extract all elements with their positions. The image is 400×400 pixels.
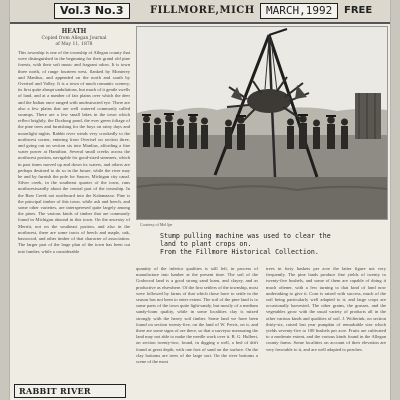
place-name: FILLMORE,MICH	[150, 5, 255, 16]
newspaper-page	[10, 0, 390, 400]
section-header-label: RABBIT RIVER	[19, 386, 91, 396]
stump-puller-photo	[136, 26, 388, 220]
issue-date: MARCH,1992	[260, 3, 338, 19]
volume-box: Vol.3 No.3	[54, 3, 130, 19]
article-source: Copied from Allegan Journal of May 11, 1878	[41, 36, 107, 47]
article-column-3	[266, 266, 386, 400]
article-text-column-3: trees in forty baskets per acre the latter figure not very frequently. The pine lands produce fine yields of twenty to twenty-five bushels, and some of them are capable of doing it much oftener, with a few turning to that kind of land now undertaking to give it. Corn is raised with success, much of the soil being particularly well adapted to it, and large crops are occasionally harvested. The other grains, the grasses, and the vegetables grow with the usual variety of products all in the other various kinds and qualities of soil. J. Wolterink, on section thirty-six, raised last year pumpkin of remarkable size which yields seventy-five to 100 bushels per acre. Fruits are cultivated to a moderate extent, and the various kinds found in the Allegan county farms. Some localities on account of their elevation are very favorable to it, and are well adapted to peaches.	[266, 266, 388, 352]
photo-credit: Courtesy of Mel Ipe	[140, 222, 173, 227]
article-column-2	[136, 266, 258, 400]
article-text-column-2: quantity of the inferior qualities is still left, in process of manufacture into lumber at the present time. The soil of the Godwood land is a good strong sand loam, and clayey, and as productive as elsewhere. Of the first settlers of the township, most were followed by farms of that which those have to settle in the season has not been to enter extent. The soil of the pine land is to some parts of the town quite light-sandy, but mostly of a medium sandy-loam quality, while in some localities clay is mixed strongly with the heavy soil timber. Some land we have been found on section twenty-five, on the land of W. Ferris, on it, and there are some signs of ore there, so that a surveyor measuring the land may not able to make the needle work over it. R. G. Hulbert, on section twenty-two, found, in digging a well, a bed of drift found at great depth, with one foot of sand on the surface. On the clay bottoms are trees of the large sort. On the river bottoms a scene of the most	[136, 266, 260, 365]
article-text-column-1: This township is one of the township of Allegan county that were distinguished in the beginning for their grand old pine forests, with their soft music and fragrant odors. It is town three north, of range fourteen west, flanked by Monterey and Manlius, and appended on the north and south by Overisel and Valley. It is a town of much romantic scenery, its first quite abrupt undulations, but much of it gentle swells of land, and at a number of fair plains over which the deer and the Indian once ranged with unobstructed eye. There are also a few plains that are well watered commonly called swamps. There are a few small lakes in the town which reflect brightly, the Doxborg pond, the ever green foliage of the pine trees and furnishing for the boys on rainy days and moonlight nights. Rabbit river winds very crookedly to the northwest corner, entering from Overisel on section three, and going out on section six into Manlius, affording a fine water power at Hamilton. Several small creeks across the northwest portion, navigable for good-sized steamers, which in past times moved up and down its waters, and others are perhaps destined to do so in the future, while the river may be and by furnish the pole for Saucer, Michigan city canal. Silver creek, in the southeast quarter of the town, runs northwestwardly about the central part of the township. In the Bear Creek not northward into the Kalamazoo. Pine is the principal timber of this town, while ash and beech, and some other varieties, are intersperesed quite largely among the pines. The various kinds of timber that are commonly found in Michigan abound in this town. On the ancestry of Merritt, not on the southeast portion, and also in the northwest, there are some tracts of beech and maple, oak, basswood, and other timber of that character of association. The larger part of the large plan of the town has been cut into lumber, while a considerable	[18, 50, 132, 254]
article-title: HEATH	[61, 28, 87, 35]
photo-illustration	[137, 27, 387, 219]
photo-caption: Stump pulling machine was used to clear the land to plant crops on. From the Fillmore Historical Collection.	[160, 232, 331, 256]
article-column-1	[18, 24, 130, 384]
section-header-box	[14, 384, 126, 398]
masthead	[10, 0, 390, 24]
price-label: FREE	[344, 5, 373, 16]
